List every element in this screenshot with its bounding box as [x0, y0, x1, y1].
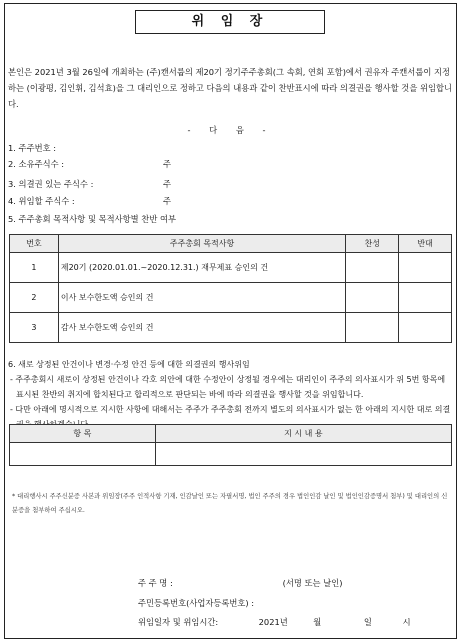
field-agenda-heading [8, 213, 176, 225]
date-day: 일 [363, 617, 372, 627]
field-unit: 주 [163, 196, 172, 206]
holder-hint: (서명 또는 날인) [282, 578, 343, 588]
date-month: 월 [313, 617, 322, 627]
row-number: 2 [10, 283, 59, 313]
row-agenda-item: 감사 보수한도액 승인의 건 [58, 313, 345, 343]
field-label: 2. 소유주식수 : [8, 159, 65, 169]
field-delegated-shares [8, 195, 172, 207]
field-voting-shares [8, 178, 172, 190]
field-unit: 주 [163, 179, 172, 189]
header-number: 번호 [10, 235, 59, 253]
section-6 [8, 357, 454, 432]
date-year: 2021년 [258, 617, 288, 627]
section-6-heading: 6. 새로 상정된 안건이나 변경·수정 안건 등에 대한 의결권의 행사위임 [8, 360, 250, 369]
table-row [10, 443, 452, 466]
row-number: 3 [10, 313, 59, 343]
field-label: 5. 주주총회 목적사항 및 목적사항별 찬반 여부 [8, 214, 177, 224]
oppose-cell[interactable] [399, 313, 452, 343]
instruction-content-cell[interactable] [155, 443, 451, 466]
field-label: 1. 주주번호 : [8, 143, 57, 153]
approve-cell[interactable] [346, 283, 399, 313]
row-agenda-item: 제20기 (2020.01.01.~2020.12.31.) 재무제표 승인의 건 [58, 253, 345, 283]
signature-holder-line [138, 577, 342, 589]
approve-cell[interactable] [346, 313, 399, 343]
table-header-row [10, 235, 452, 253]
section-divider-heading: - 다 음 - [187, 125, 274, 135]
signature-date-line [138, 616, 411, 628]
section-6-paragraph-2: - 다만 아래에 명시적으로 지시한 사항에 대해서는 주주가 주주총회 전까지 별도의 의사표시가 없는 한 아래의 지시한 대로 의결 [10, 405, 451, 414]
approve-cell[interactable] [346, 253, 399, 283]
oppose-cell[interactable] [399, 283, 452, 313]
header-approve: 찬성 [346, 235, 399, 253]
row-number: 1 [10, 253, 59, 283]
agenda-table [9, 234, 452, 343]
date-label: 위임일자 및 위임시간: [138, 617, 219, 627]
instruction-table [9, 424, 452, 466]
row-agenda-item: 이사 보수한도액 승인의 건 [58, 283, 345, 313]
id-label: 주민등록번호(사업자등록번호) : [138, 598, 255, 608]
table-row [10, 283, 452, 313]
holder-label: 주 주 명 : [138, 578, 173, 588]
oppose-cell[interactable] [399, 253, 452, 283]
document-title: 위 임 장 [135, 10, 325, 34]
intro-paragraph: 본인은 2021년 3월 26일에 개최하는 (주)캔서룹의 제20기 정기주주총회(그 속회, 연회 포함)에서 권유자 주캔서룹이 지정하는 (이광평, 김인휘, 김석효)을 그 대리인으로 정하고 다음의 내용과 같이 찬반표시에 따라 의결권을 행사할 것을 위임합니다. [8, 67, 453, 109]
section-6-paragraph-1: - 주주총회시 새로이 상정된 안건이나 각호 의안에 대한 수정안이 상정될 경우에는 대리인이 주주의 의사표시가 위 5번 항목에 표시된 찬반의 취지에 합치된다고 합리적으로 판단되는 바에 따라 의결권을 행사할 것을 위임합니다. [10, 375, 446, 399]
header-instruction: 지 시 내 용 [155, 425, 451, 443]
footnote: * 대리행사시 주주신분증 사본과 위임장(주주 인적사항 기재, 인감날인 또는 자필서명, 법인 주주의 경우 법인인감 날인 및 법인인감증명서 첨부) 및 대리인의 신분증을 첨부하여 주십시오. [12, 493, 448, 514]
header-agenda-item: 주주총회 목적사항 [58, 235, 345, 253]
table-row [10, 253, 452, 283]
signature-id-line [138, 597, 254, 609]
date-hour: 시 [402, 617, 411, 627]
header-oppose: 반대 [399, 235, 452, 253]
instruction-item-cell[interactable] [10, 443, 156, 466]
header-item: 항 목 [10, 425, 156, 443]
field-owned-shares [8, 158, 172, 170]
field-label: 4. 위임할 주식수 : [8, 196, 75, 206]
field-shareholder-number [8, 142, 56, 154]
field-unit: 주 [163, 159, 172, 169]
field-label: 3. 의결권 있는 주식수 : [8, 179, 94, 189]
table-row [10, 313, 452, 343]
table-header-row [10, 425, 452, 443]
